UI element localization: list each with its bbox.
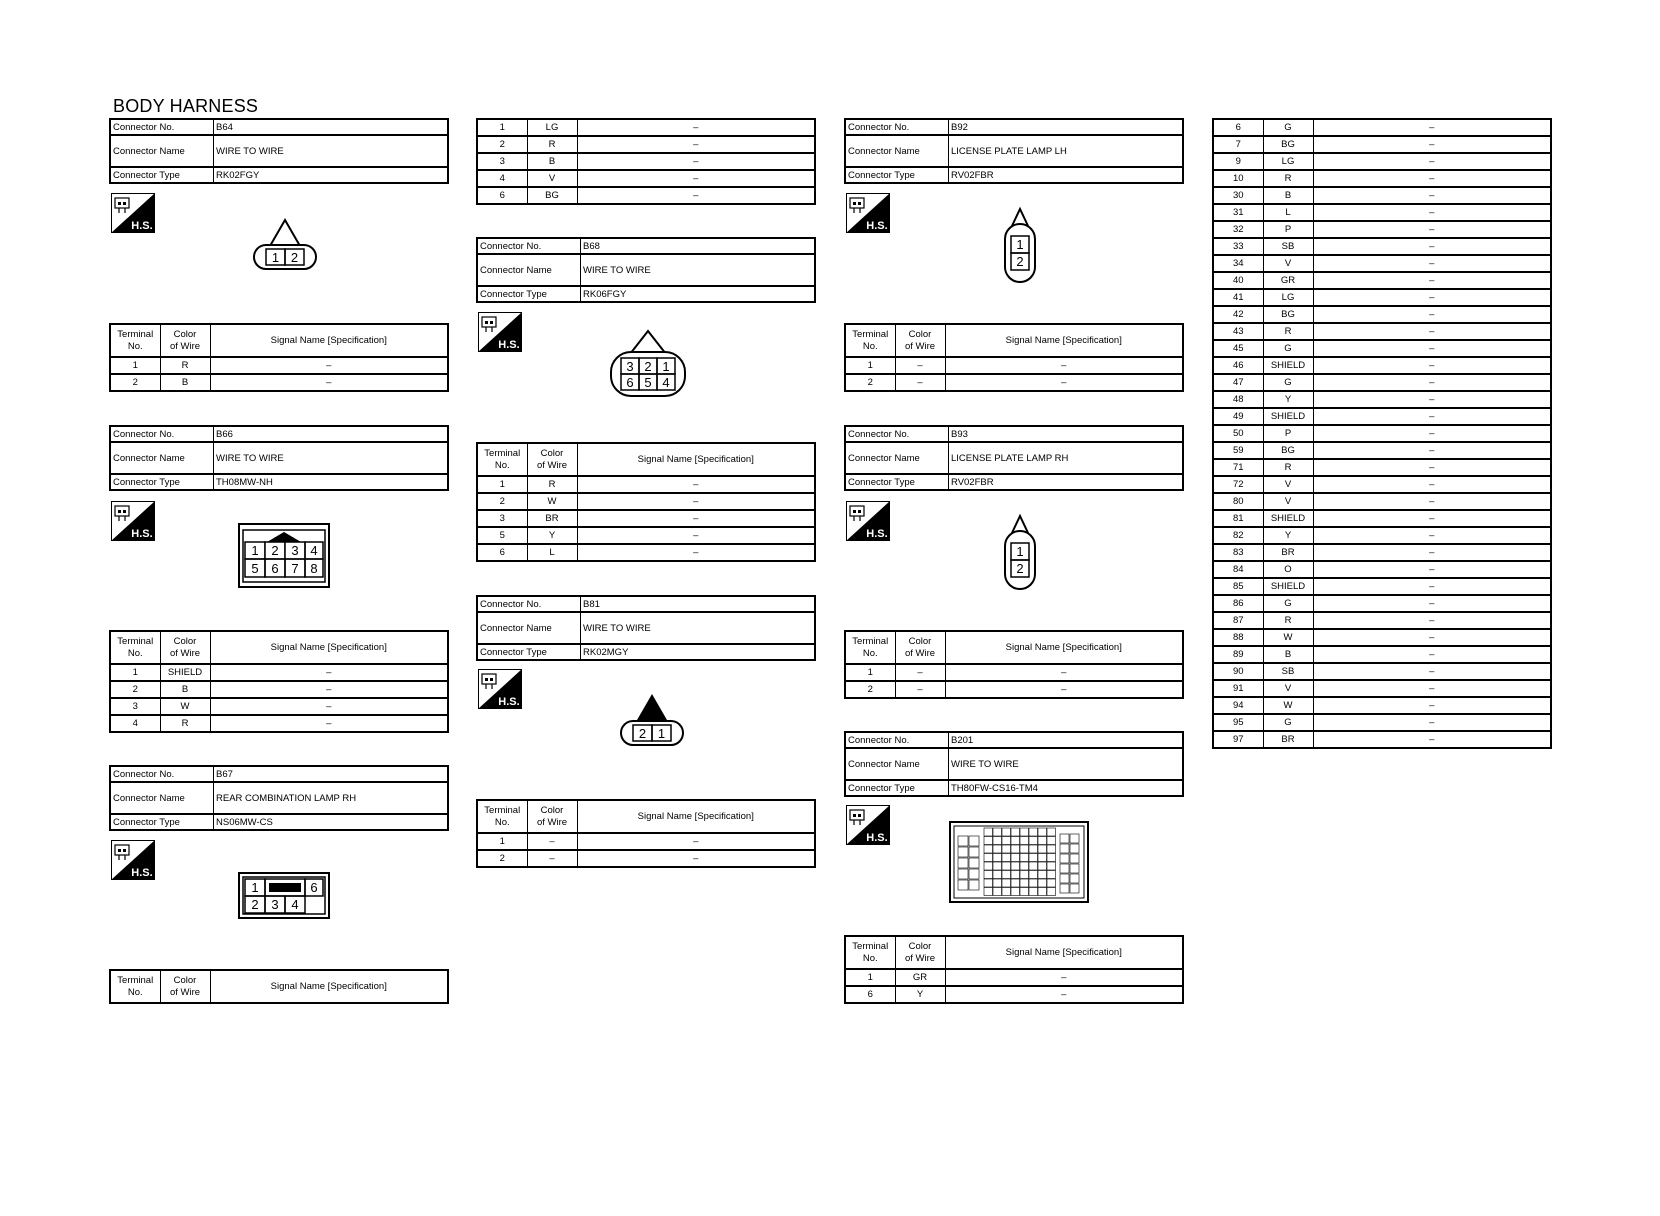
table-row: 31 L –: [1213, 204, 1551, 221]
connector-type-label: Connector Type: [845, 167, 949, 183]
connector-name-value: LICENSE PLATE LAMP LH: [949, 135, 1184, 167]
table-row: 6 BG –: [477, 187, 815, 204]
connector-name-value: LICENSE PLATE LAMP RH: [949, 442, 1184, 474]
signal-header: Signal Name [Specification]: [945, 324, 1183, 357]
hs-label: H.S.: [131, 528, 153, 540]
pin-label: 1: [251, 543, 259, 558]
table-row: 3 B –: [477, 153, 815, 170]
connector-info-b93: [844, 425, 1184, 491]
connector-diagram-b67: [237, 871, 331, 921]
signal-header: Signal Name [Specification]: [210, 631, 448, 664]
table-row: 47 G –: [1213, 374, 1551, 391]
connector-no-label: Connector No.: [477, 238, 581, 254]
connector-type-value: TH80FW-CS16-TM4: [949, 780, 1184, 796]
table-row: 91 V –: [1213, 680, 1551, 697]
color-header: Color of Wire: [160, 631, 210, 664]
terminal-table-b68: [476, 442, 816, 562]
connector-no-label: Connector No.: [477, 596, 581, 612]
table-row: 46 SHIELD –: [1213, 357, 1551, 374]
harness-side-icon: [111, 193, 155, 233]
color-header: Color of Wire: [527, 443, 577, 476]
pin-label: 8: [310, 561, 318, 576]
table-row: 94 W –: [1213, 697, 1551, 714]
connector-name-label: Connector Name: [477, 612, 581, 644]
table-row: 40 GR –: [1213, 272, 1551, 289]
table-row: 42 BG –: [1213, 306, 1551, 323]
table-row: 45 G –: [1213, 340, 1551, 357]
connector-diagram-b92: [1002, 206, 1038, 286]
hs-label: H.S.: [498, 696, 520, 708]
pin-label: 3: [291, 543, 299, 558]
terminal-header: Terminal No.: [110, 970, 160, 1003]
connector-info-b92: [844, 118, 1184, 184]
terminal-table-b67-continued: [476, 118, 816, 205]
connector-type-label: Connector Type: [477, 286, 581, 302]
connector-type-label: Connector Type: [845, 780, 949, 796]
connector-no-label: Connector No.: [110, 766, 214, 782]
harness-side-icon: [846, 805, 890, 845]
hs-label: H.S.: [131, 220, 153, 232]
table-row: 10 R –: [1213, 170, 1551, 187]
table-row: 72 V –: [1213, 476, 1551, 493]
connector-no-value: B93: [949, 426, 1184, 442]
pin-label: 4: [662, 375, 670, 390]
table-row: 59 BG –: [1213, 442, 1551, 459]
color-header: Color of Wire: [895, 324, 945, 357]
terminal-header: Terminal No.: [477, 443, 527, 476]
table-row: 50 P –: [1213, 425, 1551, 442]
table-row: 6 G –: [1213, 119, 1551, 136]
table-row: 34 V –: [1213, 255, 1551, 272]
hs-label: H.S.: [866, 528, 888, 540]
connector-diagram-b64: [250, 216, 320, 276]
table-row: 2 – –: [845, 681, 1183, 698]
table-row: 1 GR –: [845, 969, 1183, 986]
table-row: 71 R –: [1213, 459, 1551, 476]
connector-name-label: Connector Name: [845, 135, 949, 167]
table-row: 89 B –: [1213, 646, 1551, 663]
hs-label: H.S.: [866, 832, 888, 844]
table-row: 30 B –: [1213, 187, 1551, 204]
signal-header: Signal Name [Specification]: [945, 631, 1183, 664]
pin-label: 6: [271, 561, 279, 576]
hs-label: H.S.: [498, 339, 520, 351]
connector-diagram-b81: [617, 692, 687, 752]
terminal-table-b93: [844, 630, 1184, 699]
table-row: 7 BG –: [1213, 136, 1551, 153]
connector-diagram-b68: [608, 328, 688, 400]
connector-info-b81: [476, 595, 816, 661]
table-row: 2 W –: [477, 493, 815, 510]
hs-label: H.S.: [866, 220, 888, 232]
table-row: 81 SHIELD –: [1213, 510, 1551, 527]
pin-label: 6: [310, 880, 318, 895]
terminal-table-b64: [109, 323, 449, 392]
table-row: 2 – –: [845, 374, 1183, 391]
connector-name-value: WIRE TO WIRE: [214, 442, 449, 474]
terminal-header: Terminal No.: [477, 800, 527, 833]
connector-type-value: RK02FGY: [214, 167, 449, 183]
page-title: BODY HARNESS: [113, 96, 259, 116]
terminal-header: Terminal No.: [845, 936, 895, 969]
terminal-table-b66: [109, 630, 449, 733]
table-row: 86 G –: [1213, 595, 1551, 612]
connector-no-value: B68: [581, 238, 816, 254]
pin-label: 4: [291, 897, 299, 912]
harness-side-icon: [478, 312, 522, 352]
table-row: 1 – –: [845, 357, 1183, 374]
connector-no-value: B92: [949, 119, 1184, 135]
terminal-header: Terminal No.: [110, 324, 160, 357]
pin-label: 2: [1016, 254, 1024, 269]
table-row: 5 Y –: [477, 527, 815, 544]
connector-name-label: Connector Name: [845, 442, 949, 474]
connector-type-value: NS06MW-CS: [214, 814, 449, 830]
table-row: 2 – –: [477, 850, 815, 867]
terminal-header: Terminal No.: [845, 324, 895, 357]
table-row: 2 R –: [477, 136, 815, 153]
pin-label: 2: [644, 359, 652, 374]
table-row: 82 Y –: [1213, 527, 1551, 544]
table-row: 41 LG –: [1213, 289, 1551, 306]
terminal-table-b201: [844, 935, 1184, 1004]
table-row: 80 V –: [1213, 493, 1551, 510]
connector-info-b66: [109, 425, 449, 491]
color-header: Color of Wire: [895, 936, 945, 969]
signal-header: Signal Name [Specification]: [945, 936, 1183, 969]
table-row: 1 SHIELD –: [110, 664, 448, 681]
connector-name-value: REAR COMBINATION LAMP RH: [214, 782, 449, 814]
connector-no-label: Connector No.: [110, 426, 214, 442]
pin-label: 2: [251, 897, 259, 912]
connector-info-b68: [476, 237, 816, 303]
connector-type-value: RV02FBR: [949, 474, 1184, 490]
connector-no-label: Connector No.: [110, 119, 214, 135]
table-row: 6 Y –: [845, 986, 1183, 1003]
table-row: 43 R –: [1213, 323, 1551, 340]
connector-name-label: Connector Name: [110, 442, 214, 474]
pin-label: 5: [251, 561, 259, 576]
table-row: 95 G –: [1213, 714, 1551, 731]
table-row: 32 P –: [1213, 221, 1551, 238]
table-row: 3 BR –: [477, 510, 815, 527]
pin-label: 6: [626, 375, 634, 390]
table-row: 49 SHIELD –: [1213, 408, 1551, 425]
connector-no-value: B64: [214, 119, 449, 135]
harness-side-icon: [846, 501, 890, 541]
connector-type-value: RK02MGY: [581, 644, 816, 660]
color-header: Color of Wire: [160, 970, 210, 1003]
table-row: 6 L –: [477, 544, 815, 561]
color-header: Color of Wire: [895, 631, 945, 664]
connector-no-label: Connector No.: [845, 119, 949, 135]
connector-type-label: Connector Type: [110, 167, 214, 183]
connector-diagram-b66: [237, 522, 331, 590]
pin-label: 4: [310, 543, 318, 558]
connector-name-label: Connector Name: [110, 135, 214, 167]
table-row: 97 BR –: [1213, 731, 1551, 748]
table-row: 1 – –: [477, 833, 815, 850]
pin-label: 1: [1016, 237, 1024, 252]
table-row: 84 O –: [1213, 561, 1551, 578]
table-row: 1 R –: [477, 476, 815, 493]
connector-name-value: WIRE TO WIRE: [214, 135, 449, 167]
pin-label: 1: [251, 880, 259, 895]
table-row: 2 B –: [110, 681, 448, 698]
color-header: Color of Wire: [160, 324, 210, 357]
pin-label: 1: [271, 250, 280, 265]
connector-no-value: B201: [949, 732, 1184, 748]
table-row: 90 SB –: [1213, 663, 1551, 680]
harness-side-icon: [111, 840, 155, 880]
pin-label: 7: [291, 561, 299, 576]
connector-name-value: WIRE TO WIRE: [949, 748, 1184, 780]
pin-label: 1: [662, 359, 670, 374]
connector-no-value: B66: [214, 426, 449, 442]
terminal-header: Terminal No.: [110, 631, 160, 664]
connector-type-value: TH08MW-NH: [214, 474, 449, 490]
signal-header: Signal Name [Specification]: [210, 324, 448, 357]
harness-side-icon: [478, 669, 522, 709]
table-row: 2 B –: [110, 374, 448, 391]
table-row: 85 SHIELD –: [1213, 578, 1551, 595]
table-row: 87 R –: [1213, 612, 1551, 629]
connector-type-value: RK06FGY: [581, 286, 816, 302]
connector-no-value: B67: [214, 766, 449, 782]
connector-name-label: Connector Name: [477, 254, 581, 286]
table-row: 1 – –: [845, 664, 1183, 681]
connector-no-label: Connector No.: [845, 732, 949, 748]
table-row: 48 Y –: [1213, 391, 1551, 408]
pin-label: 3: [626, 359, 634, 374]
terminal-header: Terminal No.: [845, 631, 895, 664]
signal-header: Signal Name [Specification]: [577, 443, 815, 476]
connector-diagram-b201: [948, 818, 1090, 906]
connector-info-b64: [109, 118, 449, 184]
terminal-table-b81: [476, 799, 816, 868]
table-row: 1 LG –: [477, 119, 815, 136]
terminal-table-b67: [109, 969, 449, 1004]
harness-side-icon: [846, 193, 890, 233]
table-row: 4 R –: [110, 715, 448, 732]
signal-header: Signal Name [Specification]: [210, 970, 448, 1003]
connector-type-label: Connector Type: [845, 474, 949, 490]
connector-name-label: Connector Name: [845, 748, 949, 780]
table-row: 3 W –: [110, 698, 448, 715]
color-header: Color of Wire: [527, 800, 577, 833]
table-row: 4 V –: [477, 170, 815, 187]
pin-label: 2: [271, 543, 279, 558]
connector-name-value: WIRE TO WIRE: [581, 612, 816, 644]
signal-header: Signal Name [Specification]: [577, 800, 815, 833]
pin-label: 2: [638, 726, 647, 741]
connector-type-value: RV02FBR: [949, 167, 1184, 183]
connector-no-label: Connector No.: [845, 426, 949, 442]
terminal-table-b92: [844, 323, 1184, 392]
harness-side-icon: [111, 501, 155, 541]
pin-label: 1: [657, 726, 666, 741]
pin-label: 5: [644, 375, 652, 390]
table-row: 83 BR –: [1213, 544, 1551, 561]
connector-name-label: Connector Name: [110, 782, 214, 814]
table-row: 88 W –: [1213, 629, 1551, 646]
pin-label: 2: [1016, 561, 1024, 576]
connector-no-value: B81: [581, 596, 816, 612]
pin-label: 1: [1016, 544, 1024, 559]
pin-label: 3: [271, 897, 279, 912]
table-row: 9 LG –: [1213, 153, 1551, 170]
connector-type-label: Connector Type: [477, 644, 581, 660]
pin-label: 2: [290, 250, 299, 265]
terminal-table-b201-continued: [1212, 118, 1552, 749]
table-row: 1 R –: [110, 357, 448, 374]
connector-diagram-b93: [1002, 513, 1038, 593]
connector-info-b67: [109, 765, 449, 831]
hs-label: H.S.: [131, 867, 153, 879]
table-row: 33 SB –: [1213, 238, 1551, 255]
connector-type-label: Connector Type: [110, 814, 214, 830]
connector-name-value: WIRE TO WIRE: [581, 254, 816, 286]
connector-info-b201: [844, 731, 1184, 797]
connector-type-label: Connector Type: [110, 474, 214, 490]
